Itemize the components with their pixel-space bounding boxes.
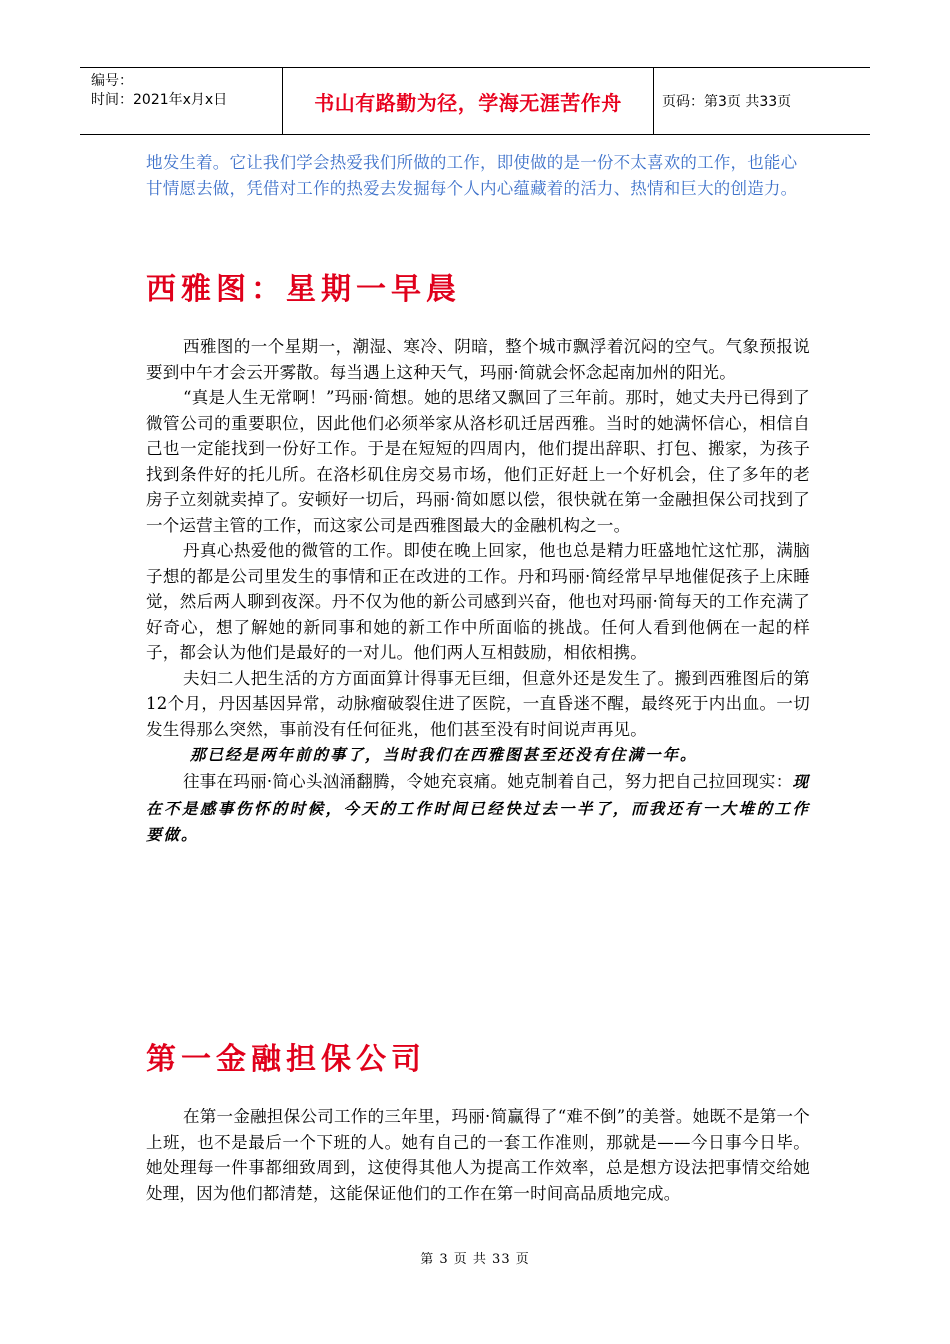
header-number: 编号： <box>91 73 133 89</box>
page-header <box>80 67 870 135</box>
section-title-first-financial: 第一金融担保公司 <box>146 1042 426 1077</box>
paragraph-emphasized-part: 现在不是感事伤怀的时候，今天的工作时间已经快过去一半了，而我还有一大堆的工作要做。 <box>146 773 810 844</box>
section-title-seattle-monday: 西雅图：星期一早晨 <box>146 272 461 307</box>
page-footer: 第 3 页 共 33 页 <box>420 1252 530 1267</box>
header-date: 时间：2021年x月x日 <box>91 92 228 108</box>
intro-paragraph: 地发生着。它让我们学会热爱我们所做的工作，即使做的是一份不太喜欢的工作，也能心甘情愿去做，凭借对工作的热爱去发掘每个人内心蕴藏着的活力、热情和巨大的创造力。 <box>146 153 798 198</box>
header-meta <box>80 68 282 134</box>
emphasized-paragraph: 那已经是两年前的事了，当时我们在西雅图甚至还没有住满一年。 <box>190 746 698 764</box>
paragraph: 夫妇二人把生活的方方面面算计得事无巨细，但意外还是发生了。搬到西雅图后的第12个月，丹因基因异常，动脉瘤破裂住进了医院，一直昏迷不醒，最终死于内出血。一切发生得那么突然，事前没有任何征兆，他们甚至没有时间说声再见。 <box>146 668 810 739</box>
paragraph: 在第一金融担保公司工作的三年里，玛丽·简赢得了“难不倒”的美誉。她既不是第一个上班，也不是最后一个下班的人。她有自己的一套工作准则，那就是——今日事今日毕。她处理每一件事都细致周到，这使得其他人为提高工作效率，总是想方设法把事情交给她处理，因为他们都清楚，这能保证他们的工作在第一时间高品质地完成。 <box>146 1107 810 1203</box>
paragraph: 西雅图的一个星期一，潮湿、寒冷、阴暗，整个城市飘浮着沉闷的空气。气象预报说要到中午才会云开雾散。每当遇上这种天气，玛丽·简就会怀念起南加州的阳光。 <box>146 337 810 382</box>
document-body <box>146 150 810 1203</box>
paragraph-plain-part: 往事在玛丽·简心头汹涌翻腾，令她充哀痛。她克制着自己，努力把自己拉回现实： <box>183 772 793 791</box>
section-first-financial-body <box>146 1104 810 1206</box>
paragraph: 丹真心热爱他的微管的工作。即使在晚上回家，他也总是精力旺盛地忙这忙那，满脑子想的都是公司里发生的事情和正在改进的工作。丹和玛丽·简经常早早地催促孩子上床睡觉，然后两人聊到夜深。丹不仅为他的新公司感到兴奋，他也对玛丽·简每天的工作充满了好奇心，想了解她的新同事和她的新工作中所面临的挑战。任何人看到他俩在一起的样子，都会认为他们是最好的一对儿。他们两人互相鼓励，相依相携。 <box>146 541 810 662</box>
paragraph <box>146 769 810 849</box>
section-seattle-body <box>146 334 810 849</box>
header-motto: 书山有路勤为径，学海无涯苦作舟 <box>282 68 654 134</box>
header-page-number: 页码：第3页 共33页 <box>662 94 792 110</box>
paragraph: “真是人生无常啊！”玛丽·简想。她的思绪又飘回了三年前。那时，她丈夫丹已得到了微管公司的重要职位，因此他们必须举家从洛杉矶迁居西雅。当时的她满怀信心，相信自己也一定能找到一份好工作。于是在短短的四周内，他们提出辞职、打包、搬家，为孩子找到条件好的托儿所。在洛杉矶住房交易市场，他们正好赶上一个好机会，住了多年的老房子立刻就卖掉了。安顿好一切后，玛丽·简如愿以偿，很快就在第一金融担保公司找到了一个运营主管的工作，而这家公司是西雅图最大的金融机构之一。 <box>146 388 810 535</box>
